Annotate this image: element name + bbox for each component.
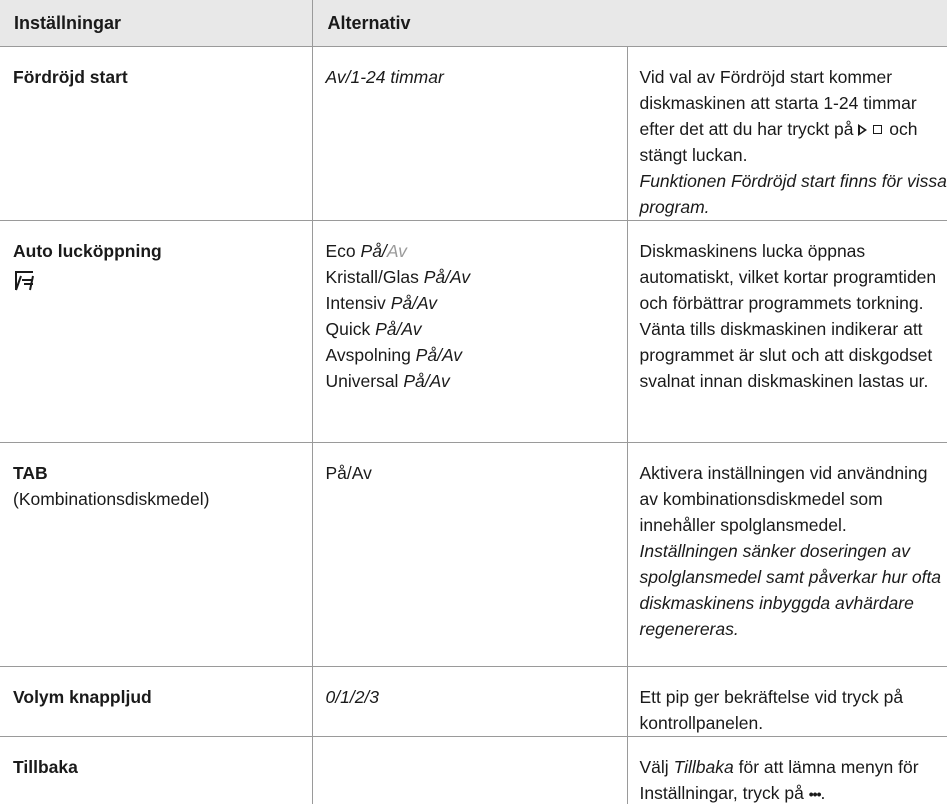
setting-name: Tillbaka bbox=[13, 756, 78, 777]
option-line: Quick På/Av bbox=[325, 318, 422, 339]
option-line: Universal På/Av bbox=[325, 370, 450, 391]
setting-name: Volym knappljud bbox=[13, 686, 152, 707]
setting-desc-cell: Välj Tillbaka för att lämna menyn för Inställningar, tryck på •••. bbox=[639, 756, 919, 803]
setting-note: Inställningen sänker doseringen av spolglansmedel samt påverkar hur ofta diskmaskinens inbyggda avhärdare regenereras. bbox=[639, 540, 942, 639]
setting-option: 0/1/2/3 bbox=[325, 686, 380, 707]
setting-note: Funktionen Fördröjd start finns för vissa program. bbox=[639, 170, 947, 217]
setting-subname: (Kombinationsdiskmedel) bbox=[13, 488, 210, 509]
setting-desc-cell bbox=[627, 46, 947, 220]
setting-name: Auto lucköppning bbox=[13, 240, 162, 261]
setting-name-cell bbox=[0, 736, 312, 804]
table-row bbox=[0, 220, 947, 442]
setting-desc-cell bbox=[627, 666, 947, 736]
setting-option: Av/1-24 timmar bbox=[325, 66, 444, 87]
setting-desc: Vid val av Fördröjd start kommer diskmaskinen att starta 1-24 timmar efter det att du har tryckt på bbox=[639, 66, 917, 139]
table-header-row bbox=[0, 0, 947, 46]
dots-icon: ••• bbox=[808, 785, 821, 802]
setting-desc-cell bbox=[627, 220, 947, 442]
stop-icon bbox=[873, 125, 882, 134]
setting-name-cell bbox=[0, 442, 312, 666]
option-line: Intensiv På/Av bbox=[325, 292, 438, 313]
setting-option-cell bbox=[312, 442, 627, 666]
table-row bbox=[0, 442, 947, 666]
setting-desc: Diskmaskinens lucka öppnas automatiskt, vilket kortar programtiden och förbättrar programmets torkning. Vänta tills diskmaskinen indikerar att programmet är slut och att diskgodset svalnat innan diskmaskinen lastas ur. bbox=[639, 240, 937, 391]
setting-name-cell bbox=[0, 666, 312, 736]
setting-option-cell bbox=[312, 46, 627, 220]
setting-option-cell bbox=[312, 666, 627, 736]
setting-option: På/Av bbox=[325, 462, 372, 483]
setting-desc-cell bbox=[627, 442, 947, 666]
header-settings: Inställningar bbox=[0, 0, 312, 46]
setting-desc: Ett pip ger bekräftelse vid tryck på kontrollpanelen. bbox=[639, 686, 904, 733]
table-row bbox=[0, 46, 947, 220]
play-icon bbox=[858, 124, 867, 136]
setting-name-cell bbox=[0, 46, 312, 220]
table-row bbox=[0, 666, 947, 736]
setting-desc: Aktivera inställningen vid användning av kombinationsdiskmedel som innehåller spolglansmedel. bbox=[639, 462, 928, 535]
setting-desc-end: och stängt luckan. bbox=[639, 118, 918, 165]
header-options: Alternativ bbox=[312, 0, 947, 46]
setting-option-cell bbox=[312, 736, 627, 804]
setting-name: Fördröjd start bbox=[13, 66, 128, 87]
option-line: Eco På/Av bbox=[325, 240, 407, 261]
setting-name: TAB bbox=[13, 462, 48, 483]
setting-option-cell bbox=[312, 220, 627, 442]
option-line: Avspolning På/Av bbox=[325, 344, 463, 365]
option-line: Kristall/Glas På/Av bbox=[325, 266, 471, 287]
table-row bbox=[0, 736, 947, 804]
setting-name-cell bbox=[0, 220, 312, 442]
auto-door-icon bbox=[13, 270, 37, 292]
